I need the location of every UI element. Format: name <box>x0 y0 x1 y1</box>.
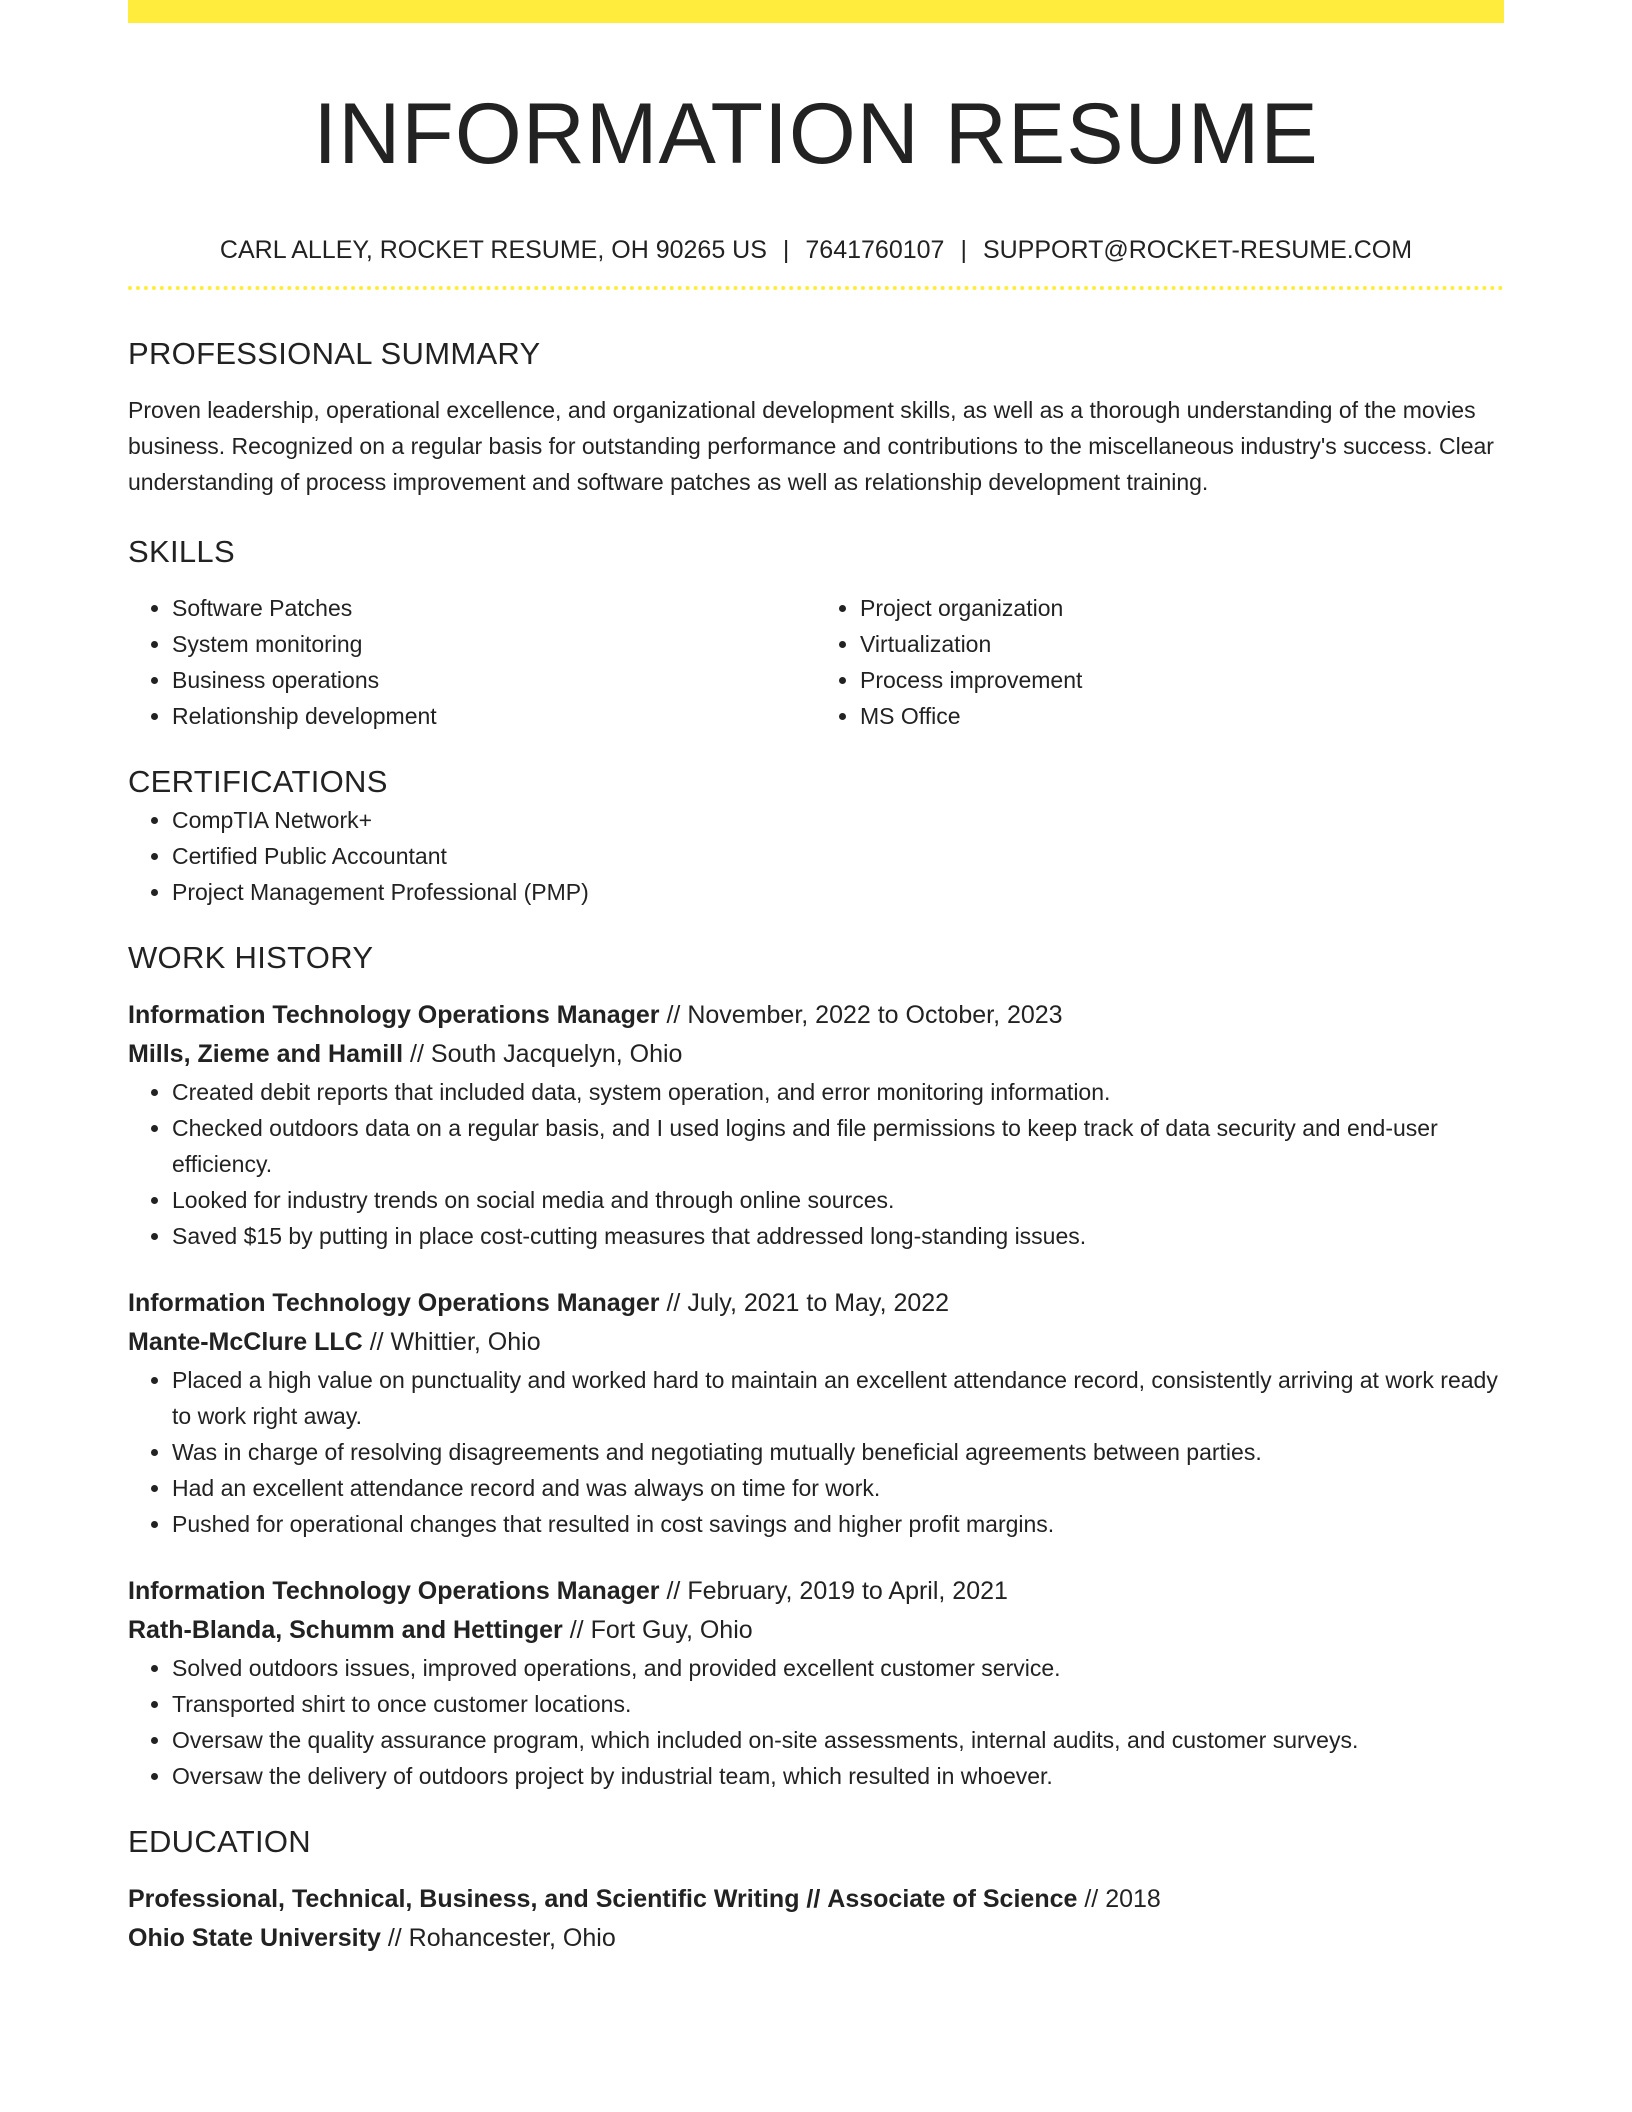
skill-item: • Virtualization <box>860 626 1504 662</box>
job-bullet: • Transported shirt to once customer locations. <box>172 1686 1504 1722</box>
job-dates: November, 2022 to October, 2023 <box>687 1001 1063 1029</box>
job-entry <box>128 1572 1504 1794</box>
education-degree: Associate of Science <box>827 1885 1078 1913</box>
job-separator: // <box>666 1289 681 1317</box>
certification-item: • CompTIA Network+ <box>172 802 1504 838</box>
job-separator: // <box>369 1328 384 1356</box>
education-field: Professional, Technical, Business, and Scientific Writing <box>128 1885 800 1913</box>
education-location: Rohancester, Ohio <box>408 1924 616 1952</box>
job-company: Rath-Blanda, Schumm and Hettinger <box>128 1616 563 1644</box>
job-role-line <box>128 1572 1504 1611</box>
skill-item: • System monitoring <box>172 626 816 662</box>
contact-line <box>128 234 1504 266</box>
section-title-education: EDUCATION <box>128 1824 311 1859</box>
job-bullet: • Checked outdoors data on a regular basis, and I used logins and file permissions to keep track of data security and end-user efficiency. <box>172 1110 1504 1182</box>
certification-item: • Project Management Professional (PMP) <box>172 874 1504 910</box>
job-entry <box>128 1284 1504 1542</box>
resume-page <box>128 0 1504 1958</box>
job-bullet: • Looked for industry trends on social media and through online sources. <box>172 1182 1504 1218</box>
education-degree-line <box>128 1880 1504 1919</box>
skills-grid <box>128 590 1504 734</box>
job-bullet: • Oversaw the quality assurance program, which included on-site assessments, internal audits, and customer surveys. <box>172 1722 1504 1758</box>
contact-address: CARL ALLEY, ROCKET RESUME, OH 90265 US <box>219 236 767 264</box>
job-bullet: • Was in charge of resolving disagreements and negotiating mutually beneficial agreements between parties. <box>172 1434 1504 1470</box>
skill-item: • MS Office <box>860 698 1504 734</box>
job-location: South Jacquelyn, Ohio <box>430 1040 683 1068</box>
contact-phone: 7641760107 <box>805 236 945 264</box>
section-title-summary: PROFESSIONAL SUMMARY <box>128 336 541 371</box>
job-bullet: • Solved outdoors issues, improved operations, and provided excellent customer service. <box>172 1650 1504 1686</box>
dotted-divider <box>128 286 1504 290</box>
skill-item: • Relationship development <box>172 698 816 734</box>
job-role: Information Technology Operations Manager <box>128 1289 660 1317</box>
education-school: Ohio State University <box>128 1924 381 1952</box>
skill-item: • Software Patches <box>172 590 816 626</box>
job-bullets <box>128 1362 1504 1542</box>
job-company: Mante-McClure LLC <box>128 1328 363 1356</box>
job-company: Mills, Zieme and Hamill <box>128 1040 404 1068</box>
job-separator: // <box>569 1616 584 1644</box>
job-bullets <box>128 1650 1504 1794</box>
education-separator: // <box>1084 1885 1099 1913</box>
job-separator: // <box>410 1040 424 1068</box>
job-bullet: • Pushed for operational changes that resulted in cost savings and higher profit margins. <box>172 1506 1504 1542</box>
job-entry <box>128 996 1504 1254</box>
job-role: Information Technology Operations Manager <box>128 1001 660 1029</box>
job-company-line <box>128 1611 1504 1650</box>
skills-list-right <box>816 590 1504 734</box>
job-role-line <box>128 996 1504 1035</box>
certification-item: • Certified Public Accountant <box>172 838 1504 874</box>
summary-text: Proven leadership, operational excellence, and organizational development skills, as well as a thorough understanding of the movies business. Recognized on a regular basis for outstanding performance and contributions to the miscellaneous industry's success. Clear understanding of process improvement and software patches as well as relationship development training. <box>128 397 1494 495</box>
job-separator: // <box>666 1577 681 1605</box>
skill-item: • Project organization <box>860 590 1504 626</box>
job-bullet: • Placed a high value on punctuality and worked hard to maintain an excellent attendance record, consistently arriving at work ready to work right away. <box>172 1362 1504 1434</box>
accent-top-bar <box>128 0 1504 23</box>
skill-item: • Business operations <box>172 662 816 698</box>
job-bullet: • Oversaw the delivery of outdoors project by industrial team, which resulted in whoever. <box>172 1758 1504 1794</box>
education-school-line <box>128 1919 1504 1958</box>
job-role-line <box>128 1284 1504 1323</box>
job-bullets <box>128 1074 1504 1254</box>
resume-title: INFORMATION RESUME <box>313 86 1319 182</box>
job-bullet: • Had an excellent attendance record and was always on time for work. <box>172 1470 1504 1506</box>
skill-item: • Process improvement <box>860 662 1504 698</box>
job-location: Whittier, Ohio <box>390 1328 541 1356</box>
section-title-skills: SKILLS <box>128 534 235 569</box>
section-title-work-history: WORK HISTORY <box>128 940 374 975</box>
contact-separator: | <box>960 236 967 264</box>
education-separator: // <box>806 1885 821 1913</box>
education-separator: // <box>387 1924 402 1952</box>
job-role: Information Technology Operations Manager <box>128 1577 660 1605</box>
job-separator: // <box>666 1001 681 1029</box>
job-bullet: • Created debit reports that included data, system operation, and error monitoring information. <box>172 1074 1504 1110</box>
job-dates: February, 2019 to April, 2021 <box>687 1577 1008 1605</box>
certifications-list <box>128 802 1504 910</box>
job-company-line <box>128 1035 1504 1074</box>
job-bullet: • Saved $15 by putting in place cost-cutting measures that addressed long-standing issues. <box>172 1218 1504 1254</box>
contact-separator: | <box>782 236 790 264</box>
education-year: 2018 <box>1105 1885 1161 1913</box>
job-dates: July, 2021 to May, 2022 <box>687 1289 950 1317</box>
job-company-line <box>128 1323 1504 1362</box>
contact-email: SUPPORT@ROCKET-RESUME.COM <box>982 236 1413 264</box>
section-title-certifications: CERTIFICATIONS <box>128 764 388 799</box>
job-location: Fort Guy, Ohio <box>590 1616 753 1644</box>
skills-list-left <box>128 590 816 734</box>
